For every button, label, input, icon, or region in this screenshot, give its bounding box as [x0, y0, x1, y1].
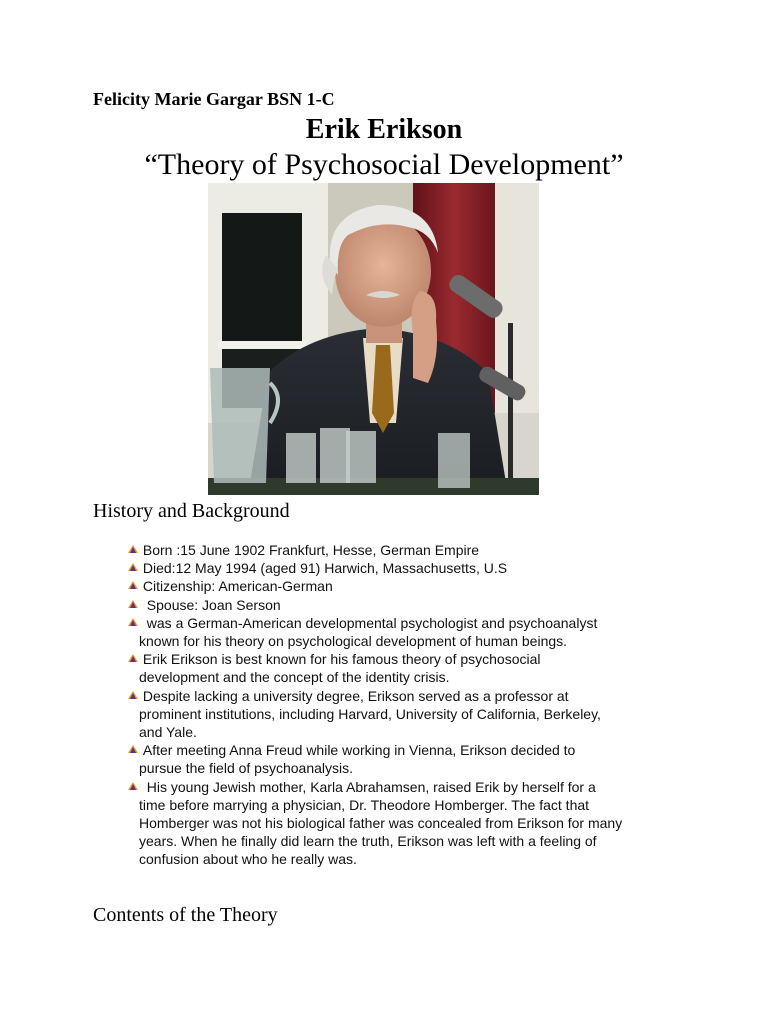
bullet-item	[128, 596, 688, 614]
bullet-text: Citizenship: American-German	[139, 578, 333, 595]
document-subtitle: “Theory of Psychosocial Development”	[144, 148, 624, 181]
bullet-text: Born :15 June 1902 Frankfurt, Hesse, German Empire	[139, 542, 480, 558]
bullet-arrow-icon	[128, 690, 138, 700]
bullet-item	[128, 687, 688, 742]
document-title: Erik Erikson	[305, 114, 463, 145]
bullet-text: Erik Erikson is best known for his famous theory of psychosocial development and the concept of the identity crisis.	[139, 651, 541, 686]
bullet-arrow-icon	[128, 562, 138, 572]
bullet-arrow-icon	[128, 599, 138, 609]
bullet-arrow-icon	[128, 544, 138, 554]
bullet-item	[128, 559, 688, 577]
bullet-item	[128, 577, 688, 595]
bullet-text: Died:12 May 1994 (aged 91) Harwich, Massachusetts, U.S	[139, 560, 508, 577]
bullet-text: Spouse: Joan Serson	[139, 596, 281, 613]
history-heading: History and Background	[93, 500, 290, 522]
bullet-arrow-icon	[128, 744, 138, 754]
bullet-arrow-icon	[128, 653, 138, 663]
bullet-arrow-icon	[128, 580, 138, 590]
portrait-photo	[208, 183, 539, 495]
bullet-arrow-icon	[128, 781, 138, 791]
bullet-text: was a German-American developmental psychologist and psychoanalyst known for his theory on psychological development of human beings.	[139, 614, 598, 650]
bullet-item	[128, 778, 688, 869]
bullet-text: His young Jewish mother, Karla Abrahamsen, raised Erik by herself for a time before marrying a physician, Dr. Theodore Homberger. The fact that Homberger was not his biological father was concealed from Erikson for many years. When he finally did learn the truth, Erikson was left with a feeling of confusion about who he really was.	[139, 778, 623, 868]
bullet-item	[128, 614, 688, 650]
bullet-arrow-icon	[128, 617, 138, 627]
bullet-item	[128, 650, 688, 686]
bullet-text: After meeting Anna Freud while working in Vienna, Erikson decided to pursue the field of psychoanalysis.	[139, 742, 576, 777]
bullet-item	[128, 541, 688, 559]
bullet-text: Despite lacking a university degree, Erikson served as a professor at prominent institutions, including Harvard, University of California, Berkeley, and Yale.	[139, 687, 601, 741]
contents-heading: Contents of the Theory	[93, 904, 278, 926]
author-line: Felicity Marie Gargar BSN 1-C	[93, 89, 335, 109]
history-bullet-list	[128, 541, 688, 869]
bullet-item	[128, 741, 688, 777]
